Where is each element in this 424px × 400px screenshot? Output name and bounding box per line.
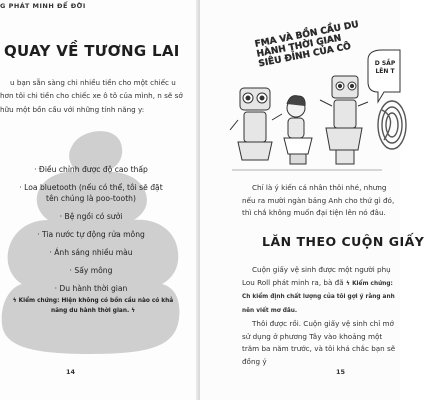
speech-bubble-text: D SẮP LÊN T xyxy=(374,60,396,75)
list-item: · Bệ ngồi có sưởi xyxy=(59,211,123,221)
list-item: · Điều chỉnh được độ cao thấp xyxy=(34,165,148,174)
right-page xyxy=(200,0,424,400)
paragraph xyxy=(242,182,400,220)
lightning-icon: ϟ xyxy=(12,298,17,304)
left-page xyxy=(0,0,200,400)
paragraph-start: Cuộn giấy vệ sinh được một người phụ Lou Roll phát minh ra, bà đã xyxy=(242,265,391,287)
fact-check-label: Kiểm chứng: xyxy=(18,298,60,304)
intro-text: u bạn sẵn sàng chi nhiều tiền cho một chiếc u hơn tôi chi tiền cho chiếc xe ô tô của mình, n sẽ sở hữu một bồn cầu với những tính năng y: xyxy=(0,78,183,114)
girl-character xyxy=(284,96,312,164)
comic-title: FMA VÀ BỒN CẦU DU HÀNH THỜI GIAN SIÊU ĐỈNH CỦA CÔ xyxy=(254,19,360,70)
lightning-icon: ϟ xyxy=(345,280,350,287)
speech-bubble xyxy=(368,50,400,102)
list-item: · Sấy mông xyxy=(69,265,113,275)
fact-check-text: Hiện không có bồn cầu nào có khả năng du hành thời gian. xyxy=(50,298,174,314)
list-item: · Tia nước tự động rửa mông xyxy=(37,229,145,239)
section-title: LĂN THEO CUỘN GIẤY xyxy=(262,234,424,249)
feature-list xyxy=(16,165,166,302)
list-item: · Loa bluetooth (nếu có thể, tôi sẽ đặt tên chúng là poo-tooth) xyxy=(19,183,163,203)
robot-toilet-left xyxy=(230,88,282,160)
chapter-title: QUAY VỀ TƯƠNG LAI xyxy=(4,42,180,60)
lightning-icon: ϟ xyxy=(131,308,136,314)
robot-toilet-right xyxy=(320,76,368,164)
paragraph xyxy=(242,264,400,317)
intro-paragraph xyxy=(0,76,185,116)
paragraph-text xyxy=(242,264,400,317)
list-item: · Du hành thời gian xyxy=(54,283,128,293)
paragraph xyxy=(242,318,400,368)
fact-check-note xyxy=(10,296,176,316)
paragraph-text: Chỉ là ý kiến cá nhân thôi nhé, nhưng nếu ra mười ngàn bảng Anh cho thứ gì đó, thì chắ không muốn đại tiện lên nó đâu. xyxy=(242,183,395,217)
fact-check-text: Ch kiểm định chất lượng của tôi gợi ý rằng anh nên viết mơ đâu. xyxy=(242,294,395,314)
list-item: · Ánh sáng nhiều màu xyxy=(49,247,133,257)
time-portal-icon xyxy=(378,101,406,149)
fact-check-label: Kiểm chứng: xyxy=(352,280,393,287)
page-number: 15 xyxy=(336,368,346,376)
page-number: 14 xyxy=(66,368,76,376)
running-head: G PHÁT MINH ĐỂ ĐỜI xyxy=(0,2,86,10)
paragraph-text: Thôi được rồi. Cuộn giấy vệ sinh chỉ mớ sử dụng ở phương Tây vào khoảng một trăm ba năm trước, và tôi khá chắc bạn sẽ đồng ý xyxy=(242,319,396,366)
